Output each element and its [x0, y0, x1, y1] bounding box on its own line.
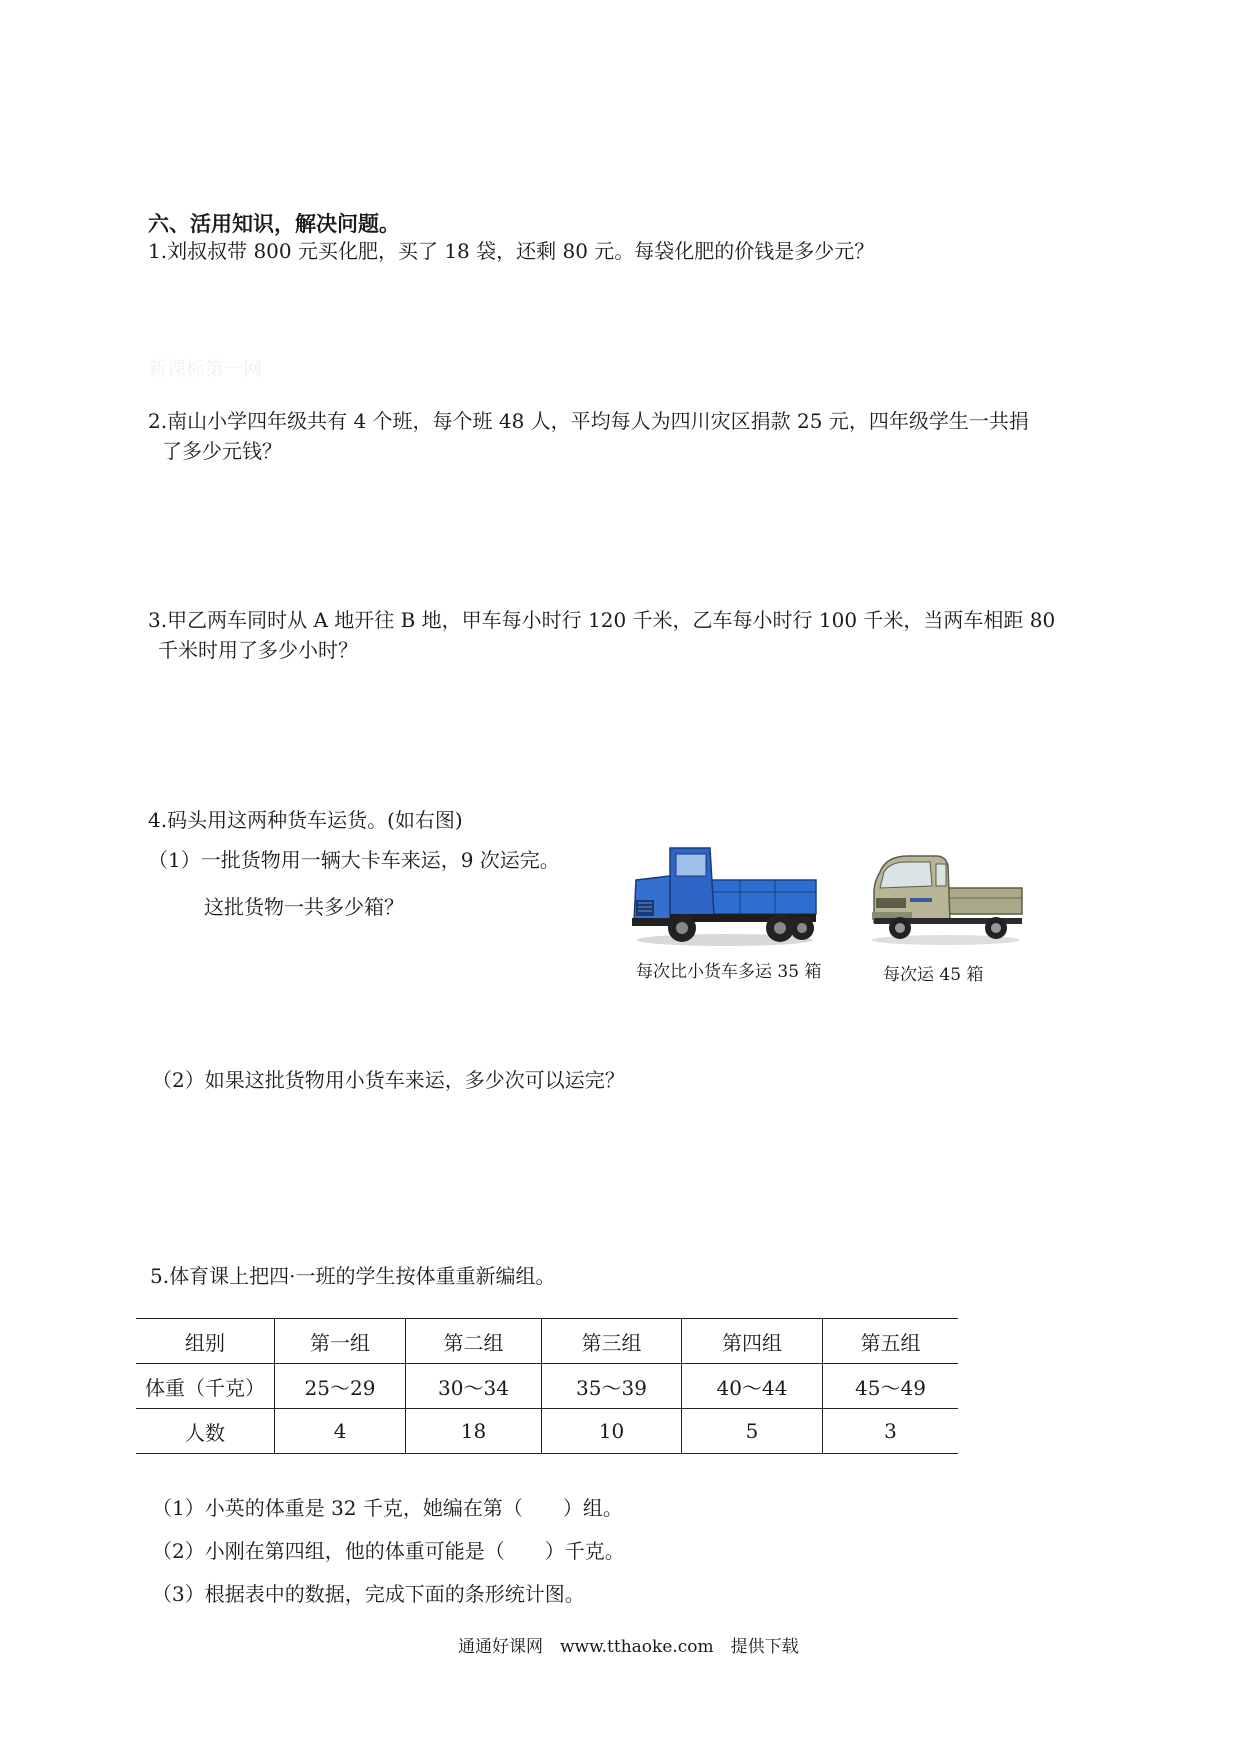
section-heading: 六、活用知识，解决问题。	[148, 211, 400, 236]
question-5-sub-3: （3）根据表中的数据，完成下面的条形统计图。	[152, 1582, 585, 1606]
table-row	[136, 1409, 958, 1454]
table-row	[136, 1364, 958, 1409]
table-header-cell: 组别	[136, 1319, 275, 1364]
table-cell: 30～34	[406, 1364, 542, 1409]
question-4-intro: 4.码头用这两种货车运货。(如右图)	[148, 808, 463, 832]
table-header-cell: 第三组	[542, 1319, 682, 1364]
table-cell: 40～44	[682, 1364, 823, 1409]
table-cell: 10	[542, 1409, 682, 1454]
table-header-row	[136, 1319, 958, 1364]
question-3-line-2: 千米时用了多少小时？	[158, 638, 358, 662]
question-4-part-2: （2）如果这批货物用小货车来运，多少次可以运完？	[152, 1068, 625, 1092]
question-5-intro: 5.体育课上把四·一班的学生按体重重新编组。	[150, 1264, 556, 1288]
table-header-cell: 第二组	[406, 1319, 542, 1364]
table-cell: 35～39	[542, 1364, 682, 1409]
small-truck-caption: 每次运 45 箱	[883, 965, 984, 985]
table-header-cell: 第四组	[682, 1319, 823, 1364]
table-cell: 4	[275, 1409, 406, 1454]
table-cell: 3	[823, 1409, 959, 1454]
small-truck-image	[866, 852, 1026, 948]
table-cell: 18	[406, 1409, 542, 1454]
question-5-sub-1: （1）小英的体重是 32 千克，她编在第（ ）组。	[152, 1496, 623, 1520]
page-footer: 通通好课网 www.tthaoke.com 提供下载	[458, 1637, 799, 1657]
table-cell: 体重（千克）	[136, 1364, 275, 1409]
table-header-cell: 第五组	[823, 1319, 959, 1364]
question-3-line-1: 3.甲乙两车同时从 A 地开往 B 地，甲车每小时行 120 千米，乙车每小时行 100 千米，当两车相距 80	[148, 608, 1056, 632]
question-1: 1.刘叔叔带 800 元买化肥，买了 18 袋，还剩 80 元。每袋化肥的价钱是多少元？	[148, 239, 875, 263]
question-5-sub-2: （2）小刚在第四组，他的体重可能是（ ）千克。	[152, 1539, 625, 1563]
table-cell: 25～29	[275, 1364, 406, 1409]
table-cell: 5	[682, 1409, 823, 1454]
question-4-part-1-line-1: （1）一批货物用一辆大卡车来运，9 次运完。	[148, 848, 560, 872]
question-2-line-1: 2.南山小学四年级共有 4 个班，每个班 48 人，平均每人为四川灾区捐款 25 元，四年级学生一共捐	[148, 409, 1029, 433]
question-4-part-1-line-2: 这批货物一共多少箱？	[204, 895, 404, 919]
table-cell: 45～49	[823, 1364, 959, 1409]
question-2-line-2: 了多少元钱？	[162, 439, 282, 463]
watermark: 新课标第一网	[148, 358, 263, 380]
table-cell: 人数	[136, 1409, 275, 1454]
weight-group-table	[136, 1318, 958, 1454]
big-truck-caption: 每次比小货车多运 35 箱	[636, 962, 822, 982]
table-header-cell: 第一组	[275, 1319, 406, 1364]
big-truck-image	[630, 840, 820, 950]
